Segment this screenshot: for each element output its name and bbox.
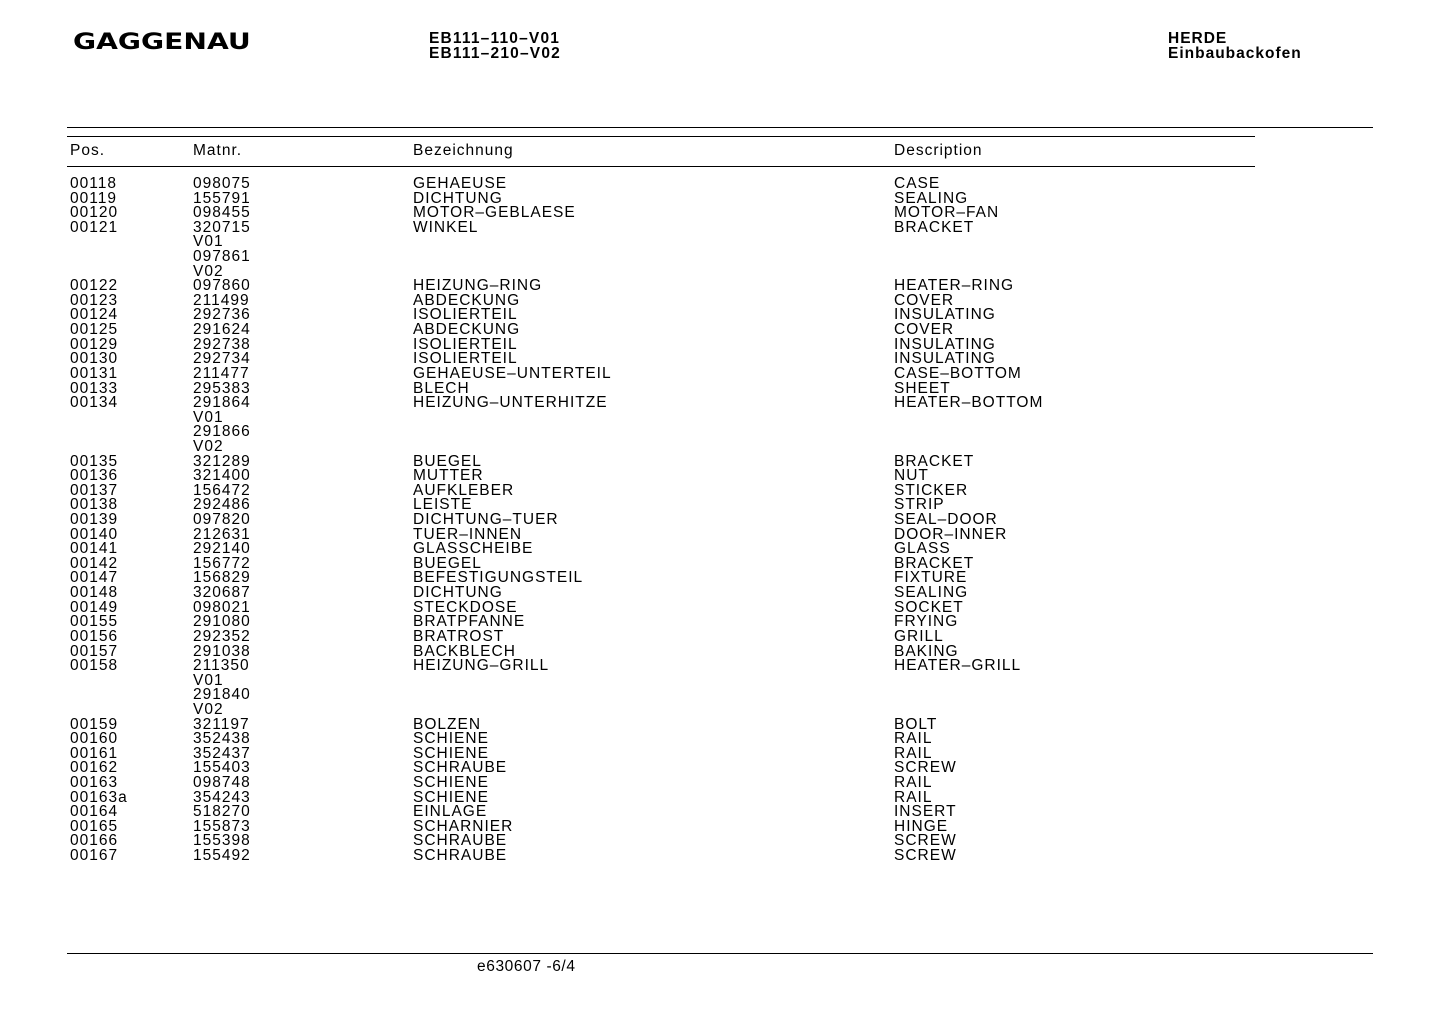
cell-pos: 00157 <box>70 642 119 660</box>
cell-bezeichnung: SCHIENE <box>413 788 489 806</box>
cell-description: BRACKET <box>894 218 975 236</box>
cell-matnr: 155492 <box>193 847 251 865</box>
cell-matnr: 097861 <box>193 248 251 266</box>
cell-description: SHEET <box>894 379 951 397</box>
cell-matnr: 292352 <box>193 627 251 645</box>
cell-description: SCREW <box>894 832 957 850</box>
cell-matnr: 155791 <box>193 189 251 207</box>
cell-bezeichnung: ISOLIERTEIL <box>413 350 518 368</box>
model-number: EB111–210–V02 <box>429 45 561 62</box>
cell-matnr: V02 <box>193 437 224 455</box>
cell-pos: 00135 <box>70 452 119 470</box>
cell-matnr: 098748 <box>193 773 251 791</box>
cell-pos: 00118 <box>70 175 117 192</box>
cell-description: HEATER–GRILL <box>894 657 1022 675</box>
cell-description: NUT <box>894 467 929 485</box>
column-header-pos: Pos. <box>70 142 106 159</box>
cell-matnr: 156829 <box>193 569 251 587</box>
cell-bezeichnung: BLECH <box>413 379 470 397</box>
cell-bezeichnung: SCHRAUBE <box>413 832 508 850</box>
cell-description: STRIP <box>894 496 945 514</box>
cell-bezeichnung: SCHIENE <box>413 773 489 791</box>
cell-pos: 00133 <box>70 379 119 397</box>
cell-description: COVER <box>894 291 955 309</box>
product-category <box>1168 31 1302 61</box>
cell-description: SOCKET <box>894 598 964 616</box>
cell-pos: 00142 <box>70 554 119 572</box>
cell-bezeichnung: STECKDOSE <box>413 598 518 616</box>
cell-description: INSULATING <box>894 350 996 368</box>
cell-description: HEATER–BOTTOM <box>894 394 1044 412</box>
cell-matnr: V01 <box>193 233 224 251</box>
cell-matnr: V01 <box>193 408 224 426</box>
cell-description: INSULATING <box>894 335 996 353</box>
cell-description: BAKING <box>894 642 959 660</box>
column-header-bezeichnung: Bezeichnung <box>413 142 514 159</box>
cell-pos: 00122 <box>70 277 119 295</box>
cell-bezeichnung: BOLZEN <box>413 715 482 733</box>
cell-matnr: V01 <box>193 671 224 689</box>
cell-matnr: 156772 <box>193 554 251 572</box>
cell-pos: 00158 <box>70 657 119 675</box>
cell-matnr: 321400 <box>193 467 251 485</box>
bottom-rule <box>67 953 1373 954</box>
cell-pos: 00119 <box>70 189 117 207</box>
cell-matnr: 291866 <box>193 423 251 441</box>
cell-matnr: 097820 <box>193 511 251 529</box>
cell-pos: 00138 <box>70 496 119 514</box>
cell-description: STICKER <box>894 481 969 499</box>
cell-matnr: 518270 <box>193 803 251 821</box>
cell-matnr: 354243 <box>193 788 251 806</box>
cell-description: INSULATING <box>894 306 996 324</box>
header-rule-bottom <box>67 166 1255 167</box>
cell-bezeichnung: GLASSCHEIBE <box>413 540 534 558</box>
cell-matnr: 155403 <box>193 759 251 777</box>
cell-matnr: 291840 <box>193 686 251 704</box>
cell-bezeichnung: SCHARNIER <box>413 817 514 835</box>
cell-pos: 00156 <box>70 627 119 645</box>
cell-bezeichnung: SCHRAUBE <box>413 847 508 865</box>
cell-matnr: 156472 <box>193 481 251 499</box>
cell-pos: 00134 <box>70 394 119 412</box>
cell-matnr: V02 <box>193 262 224 280</box>
cell-matnr: 292140 <box>193 540 251 558</box>
cell-description: GRILL <box>894 627 944 645</box>
cell-description: SEALING <box>894 584 969 602</box>
cell-pos: 00136 <box>70 467 119 485</box>
cell-description: SCREW <box>894 847 957 865</box>
cell-matnr: 291864 <box>193 394 251 412</box>
cell-bezeichnung: AUFKLEBER <box>413 481 515 499</box>
cell-pos: 00166 <box>70 832 119 850</box>
cell-bezeichnung: DICHTUNG <box>413 189 503 207</box>
cell-description: FIXTURE <box>894 569 968 587</box>
cell-bezeichnung: TUER–INNEN <box>413 525 523 543</box>
cell-bezeichnung: HEIZUNG–RING <box>413 277 543 295</box>
cell-matnr: 352438 <box>193 730 251 748</box>
cell-bezeichnung: MUTTER <box>413 467 484 485</box>
cell-description: HEATER–RING <box>894 277 1015 295</box>
cell-pos: 00149 <box>70 598 119 616</box>
cell-description: SEAL–DOOR <box>894 511 998 529</box>
cell-description: HINGE <box>894 817 949 835</box>
cell-description: BOLT <box>894 715 938 733</box>
cell-pos: 00160 <box>70 730 119 748</box>
cell-pos: 00165 <box>70 817 119 835</box>
cell-description: INSERT <box>894 803 957 821</box>
cell-matnr: 292734 <box>193 350 251 368</box>
cell-bezeichnung: SCHIENE <box>413 744 489 762</box>
cell-description: BRACKET <box>894 554 975 572</box>
cell-bezeichnung: ABDECKUNG <box>413 291 521 309</box>
cell-matnr: 291038 <box>193 642 251 660</box>
cell-pos: 00141 <box>70 540 119 558</box>
cell-matnr: 211477 <box>193 364 250 382</box>
cell-bezeichnung: GEHAEUSE–UNTERTEIL <box>413 364 612 382</box>
brand-logo: GAGGENAU <box>73 30 251 55</box>
cell-matnr: 098075 <box>193 175 251 192</box>
cell-matnr: 098455 <box>193 204 251 222</box>
cell-bezeichnung: SCHIENE <box>413 730 489 748</box>
cell-matnr: 292486 <box>193 496 251 514</box>
category-subtitle: Einbaubackofen <box>1168 45 1302 62</box>
model-number: EB111–110–V01 <box>429 30 561 47</box>
cell-description: RAIL <box>894 730 933 748</box>
cell-description: BRACKET <box>894 452 975 470</box>
cell-matnr: 155398 <box>193 832 251 850</box>
cell-description: RAIL <box>894 773 933 791</box>
cell-description: SEALING <box>894 189 969 207</box>
document-id: e630607 -6/4 <box>477 958 576 975</box>
cell-description: FRYING <box>894 613 959 631</box>
cell-description: CASE <box>894 175 941 192</box>
cell-matnr: 211499 <box>193 291 250 309</box>
cell-matnr: 321197 <box>193 715 250 733</box>
cell-pos: 00130 <box>70 350 119 368</box>
cell-pos: 00139 <box>70 511 119 529</box>
cell-pos: 00137 <box>70 481 119 499</box>
cell-bezeichnung: BEFESTIGUNGSTEIL <box>413 569 584 587</box>
cell-matnr: 320687 <box>193 584 251 602</box>
cell-bezeichnung: DICHTUNG–TUER <box>413 511 559 529</box>
cell-matnr: 292736 <box>193 306 251 324</box>
cell-matnr: 292738 <box>193 335 251 353</box>
cell-bezeichnung: ISOLIERTEIL <box>413 335 518 353</box>
cell-pos: 00162 <box>70 759 119 777</box>
cell-description: COVER <box>894 321 955 339</box>
cell-pos: 00164 <box>70 803 119 821</box>
cell-description: MOTOR–FAN <box>894 204 1000 222</box>
cell-pos: 00129 <box>70 335 119 353</box>
cell-bezeichnung: MOTOR–GEBLAESE <box>413 204 576 222</box>
column-header-description: Description <box>894 142 983 159</box>
cell-pos: 00123 <box>70 291 119 309</box>
cell-bezeichnung: BRATPFANNE <box>413 613 526 631</box>
cell-pos: 00167 <box>70 847 119 865</box>
cell-description: CASE–BOTTOM <box>894 364 1022 382</box>
cell-description: DOOR–INNER <box>894 525 1008 543</box>
cell-pos: 00163a <box>70 788 128 806</box>
cell-pos: 00140 <box>70 525 119 543</box>
cell-bezeichnung: LEISTE <box>413 496 473 514</box>
table-row <box>0 849 1442 864</box>
cell-description: RAIL <box>894 744 933 762</box>
parts-table-body <box>0 177 1442 864</box>
top-rule-long <box>67 127 1373 128</box>
cell-bezeichnung: ABDECKUNG <box>413 321 521 339</box>
cell-matnr: V02 <box>193 700 224 718</box>
cell-bezeichnung: SCHRAUBE <box>413 759 508 777</box>
cell-matnr: 212631 <box>193 525 251 543</box>
cell-pos: 00155 <box>70 613 119 631</box>
cell-pos: 00120 <box>70 204 119 222</box>
cell-pos: 00131 <box>70 364 119 382</box>
cell-matnr: 320715 <box>193 218 251 236</box>
cell-pos: 00125 <box>70 321 119 339</box>
cell-bezeichnung: BUEGEL <box>413 554 482 572</box>
cell-pos: 00161 <box>70 744 119 762</box>
cell-matnr: 155873 <box>193 817 251 835</box>
cell-bezeichnung: HEIZUNG–GRILL <box>413 657 550 675</box>
cell-description: GLASS <box>894 540 951 558</box>
cell-matnr: 211350 <box>193 657 250 675</box>
category-title: HERDE <box>1168 30 1228 47</box>
cell-matnr: 291080 <box>193 613 251 631</box>
cell-matnr: 321289 <box>193 452 251 470</box>
cell-pos: 00121 <box>70 218 119 236</box>
cell-pos: 00159 <box>70 715 119 733</box>
cell-bezeichnung: BACKBLECH <box>413 642 516 660</box>
cell-description: SCREW <box>894 759 957 777</box>
cell-bezeichnung: EINLAGE <box>413 803 488 821</box>
cell-bezeichnung: WINKEL <box>413 218 479 236</box>
cell-matnr: 295383 <box>193 379 251 397</box>
cell-bezeichnung: BRATROST <box>413 627 505 645</box>
cell-bezeichnung: GEHAEUSE <box>413 175 508 192</box>
header-rule-top <box>67 136 1255 137</box>
cell-pos: 00147 <box>70 569 119 587</box>
cell-bezeichnung: DICHTUNG <box>413 584 503 602</box>
cell-bezeichnung: HEIZUNG–UNTERHITZE <box>413 394 608 412</box>
cell-matnr: 291624 <box>193 321 251 339</box>
cell-matnr: 352437 <box>193 744 251 762</box>
model-numbers <box>429 31 561 61</box>
column-header-matnr: Matnr. <box>193 142 243 159</box>
cell-pos: 00163 <box>70 773 119 791</box>
cell-matnr: 098021 <box>193 598 251 616</box>
cell-bezeichnung: ISOLIERTEIL <box>413 306 518 324</box>
cell-bezeichnung: BUEGEL <box>413 452 482 470</box>
cell-pos: 00148 <box>70 584 119 602</box>
cell-matnr: 097860 <box>193 277 251 295</box>
cell-description: RAIL <box>894 788 933 806</box>
cell-pos: 00124 <box>70 306 119 324</box>
